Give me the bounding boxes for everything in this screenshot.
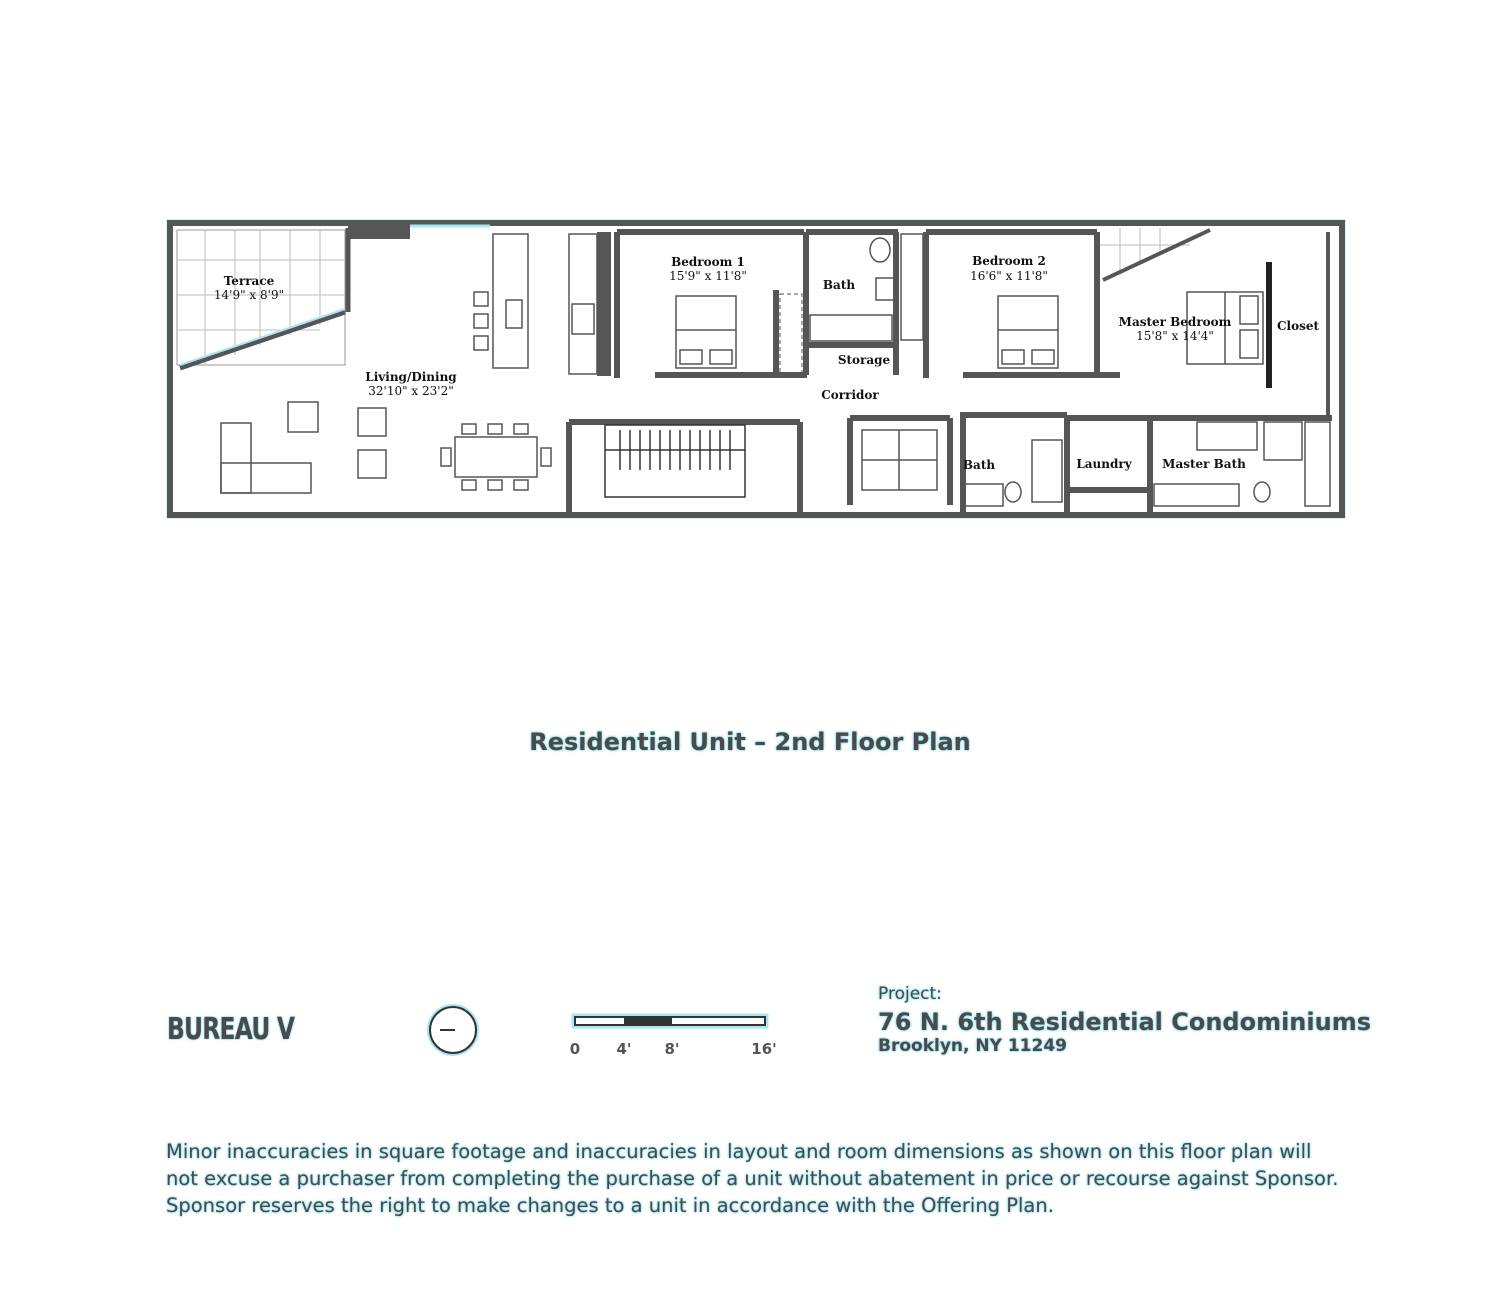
- scale-label-8: 8': [664, 1040, 680, 1058]
- kitchen-counters: [474, 234, 597, 374]
- lower-bath-fixtures: [963, 422, 1330, 506]
- master-bedroom-label: Master Bedroom: [1118, 315, 1232, 329]
- project-name: 76 N. 6th Residential Condominiums: [878, 1008, 1371, 1036]
- firm-logo: BUREAU V: [167, 1012, 295, 1047]
- bedroom1-dims: 15'9" x 11'8": [669, 269, 747, 283]
- bedroom2-label: Bedroom 2: [972, 254, 1046, 268]
- living-furniture: [221, 402, 551, 493]
- scale-label-0: 0: [569, 1040, 581, 1058]
- master-bath-label: Master Bath: [1162, 457, 1246, 471]
- bed-1: [676, 296, 736, 368]
- bedroom2-dims: 16'6" x 11'8": [970, 269, 1048, 283]
- terrace-dims: 14'9" x 8'9": [213, 288, 285, 302]
- bath-upper-label: Bath: [822, 278, 856, 292]
- stairs: [605, 425, 745, 497]
- project-address: Brooklyn, NY 11249: [878, 1036, 1067, 1056]
- laundry-label: Laundry: [1076, 457, 1132, 471]
- project-label: Project:: [878, 984, 942, 1004]
- north-arrow-icon: [429, 1006, 477, 1054]
- plan-title: Residential Unit – 2nd Floor Plan: [529, 728, 971, 756]
- living-dims: 32'10" x 23'2": [368, 384, 454, 398]
- corridor-label: Corridor: [821, 388, 879, 402]
- bed-2: [998, 296, 1058, 368]
- terrace-label: Terrace: [223, 274, 275, 288]
- bedroom1-label: Bedroom 1: [671, 255, 745, 269]
- bath-lower-label: Bath: [962, 458, 996, 472]
- scale-label-16: 16': [751, 1040, 777, 1058]
- master-bedroom-dims: 15'8" x 14'4": [1136, 329, 1214, 343]
- scale-label-4: 4': [616, 1040, 632, 1058]
- living-label: Living/Dining: [365, 370, 457, 384]
- closet-label: Closet: [1276, 319, 1320, 333]
- elevator: [862, 430, 937, 490]
- scale-bar: [570, 1015, 777, 1058]
- project-block: [878, 984, 1371, 1056]
- storage-label: Storage: [837, 353, 891, 367]
- disclaimer-text: Minor inaccuracies in square footage and inaccuracies in layout and room dimensions as shown on this floor plan will not excuse a purchaser from completing the purchase of a unit without abatement in price or recourse against Sponsor. Sponsor reserves the right to make changes to a unit in accordance with the Offering Plan.: [166, 1140, 1339, 1217]
